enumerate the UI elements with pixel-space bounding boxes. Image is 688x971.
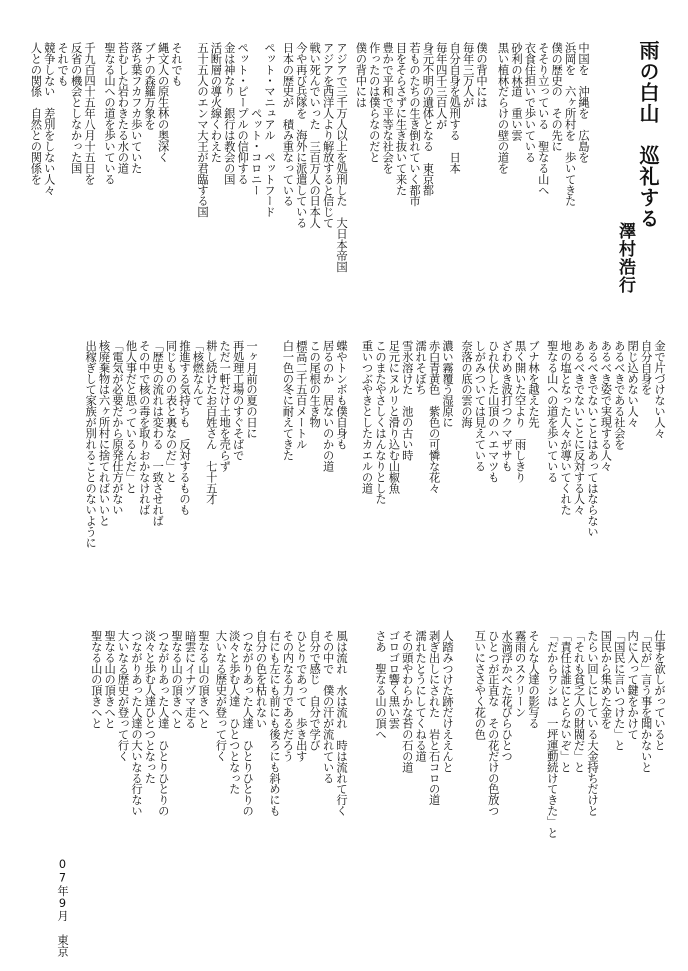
stanza-15: 風は流れ 水は流れ 時は流れて行く その中で 僕の汗が流れている 自分で感じ 自分で学び ひとりであって 歩き出す その内なる力であるだろう 右にも左にも前にも後ろにも斜めにも 自分の色を枯れない つながりあった人達 ひとりひとりの 淡々と歩む人達 ひとつとなった 大いなる歴史が登って行く [214,630,348,817]
stanza-13: そんな人達の影写る 霧雨のスクリーン 水滴浮かべた花びらひとつ ひとつが正直な その花だけの色放つ 互いにささやく花の色 [473,630,540,817]
stanza-6: 千九百四十五年八月十五日を 反省の機会としなかった国 それでも 競争しない 差別をしない人々 人との関係 自然との関係を [29,42,96,196]
stanza-5: それでも 縄文人の原生林の奥深く ブナの森羅万象を 落ち葉フカフカ歩いていた 苔むした岩わきたる水の道 聖なる山への道を歩いている [102,42,183,185]
poem-title: 雨の白山 巡礼する [636,40,660,229]
stanza-8: ブナ林を越えた先 黒く開いた空より 雨しきり ざわめき波打つクマザサも ひれ伏した山頂のハエマツも しがみついては見えている 奈落の底の雲の海 [459,340,540,483]
stanza-11: 一ヶ月前の夏の日に 再処理工場のすぐそばで ただ一軒だけ土地を売らず 耕し続けたお百姓さん 七十五才 「核燃なんて 推進する気持ちも 反対するものも 同じものの表と裏なのだ」と 「歴史の流れは変わる 一致させれば その中で核の毒を取りおかなければ 他人事だと思っているんだ」と 「電気が必要だから原発仕方がない 核廃棄物は六ヶ所村に捨てればいいと 出稼ぎして家族が別れることのないように [84,340,258,549]
stanza-14: 人踏みつけた跡だけええんと 剥ぎ出しにされた 岩と石コロの道 濡れたとうにしてくねる道 その頭やわらかな苔の石の道 ゴロゴロ響く黒い雲 さあ 聖なる山の頂へ [373,630,454,806]
stanza-4: ペット・マニュアル ペットフード ペット・コロニー ペット・ピープルの信仰する 金は神なり 銀行は教会の国 活断層の導火線くわえた 五十五人のエンマ大王が君臨する国 [195,42,276,218]
stanza-1: 中国を 沖縄を 広島を 浜岡を 六ヶ所村を 歩いてきた 僕の歴史の その先に そそり立っている 聖なる山へ 衣食住担いで歩いている 砂利の林道 重い雲 黒い植林だらけの壁の道を [496,42,590,207]
poem-date: 07年9月 東京 [56,858,69,958]
poem-author: 澤村浩行 [615,222,635,294]
stanza-2: 僕の背中には 毎年三万人が 自分自身を処刑する 日本 毎年四千三百人が 身元不明の遺体となる 東京都 若ものたちの生き倒れていく都市 目をそらさずに生き抜いて来た 豊かで平和で平等な社会を 作ったのは僕らなのだと 僕の背中には [354,42,488,207]
stanza-7: 金で片づけない人々 自分自身を 閉じ込めない人々 あるべきである社会を あるべき姿で実現する人々 あるべきでないことはあってはならない あるべきでないことに反対する人々 地の塩となった人々が導いてくれた 聖なる山への道を歩いている [545,340,666,538]
stanza-16: 聖なる山の頂きへと 暗雲にイナヅマ走る 聖なる山の頂きへと つながりあった人達 ひとりひとりの 淡々と歩む人達ひとつとなった つながりあった人達の大いなる行ない 大いなる歴史が登って行く 聖なる山の頂きへと 聖なる山の頂きへと [89,630,210,817]
stanza-9: 濃い霧覆う湿原に 赤白青黄色 紫色の可憐な花々 濡れそぼち 雪氷溶けた 池の古い時 足元にヌルリと滑り込む山椒魚 このまたやさしくはんなりとした 重いつぶやきとしたカエルの道 [360,340,454,505]
stanza-12: 仕事を欲しがっていると 「民が」言う事を聞かないと 内に入って鍵をかけて 「国民に言いつけた」と 国民から集めた金を たらい回しにしている大金持ちだけと 「それも貧乏人の財閥だ」と 「責任は誰にとらないぞ」と 「だからワシは 一坪運動続けてきた」と [545,630,666,839]
stanza-3: アジアで三千万人以上を処刑した 大日本帝国 アジアを西洋人より解放すると信じて 戦い死んでいった 三百万人の日本人 今や再び兵隊を 海外に派遣している 日本の歴史が 積み重なっている [281,42,348,272]
stanza-10: 蝶やトンボも僕自身も 居るのか 居ないのかの道 この尾根の生き物 標高二千五百メートル 白一色の冬に耐えてきた [281,340,348,472]
